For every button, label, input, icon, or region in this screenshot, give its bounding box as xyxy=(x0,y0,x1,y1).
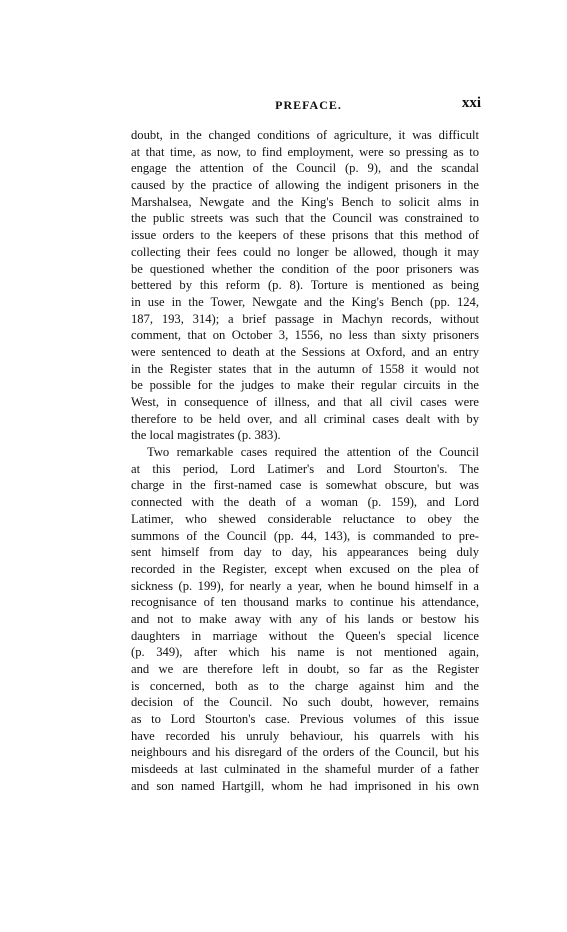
text-line: summons of the Council (pp. 44, 143), is commanded to pre- xyxy=(131,528,479,543)
body-text xyxy=(131,127,479,795)
text-line: comment, that on October 3, 1556, no less than sixty prisoners xyxy=(131,328,479,343)
text-line: the local magistrates (p. 383). xyxy=(131,428,281,443)
text-line: Two remarkable cases required the attention of the Council xyxy=(147,445,479,460)
text-line: daughters in marriage without the Queen's special licence xyxy=(131,628,479,643)
paragraph xyxy=(131,127,479,444)
text-line: doubt, in the changed conditions of agriculture, it was difficult xyxy=(131,128,479,142)
text-line: be possible for the judges to make their regular circuits in the xyxy=(131,378,479,393)
paragraph xyxy=(131,444,479,794)
text-line: in the Register states that in the autumn of 1558 it would not xyxy=(131,361,479,376)
text-line: neighbours and his disregard of the orders of the Council, but his xyxy=(131,745,479,760)
text-line: connected with the death of a woman (p. 159), and Lord xyxy=(131,495,479,510)
text-line: Marshalsea, Newgate and the King's Bench to solicit alms in xyxy=(131,194,479,209)
text-line: in use in the Tower, Newgate and the King's Bench (pp. 124, xyxy=(131,294,479,309)
text-line: and not to make away with any of his lands or bestow his xyxy=(131,611,479,626)
text-line: sickness (p. 199), for nearly a year, when he bound himself in a xyxy=(131,578,479,593)
text-line: (p. 349), after which his name is not mentioned again, xyxy=(131,645,479,660)
text-line: be questioned whether the condition of the poor prisoners was xyxy=(131,261,479,276)
text-line: as to Lord Stourton's case. Previous volumes of this issue xyxy=(131,712,479,727)
text-line: were sentenced to death at the Sessions at Oxford, and an entry xyxy=(131,344,479,359)
text-line: sent himself from day to day, his appearances being duly xyxy=(131,545,479,560)
text-line: collecting their fees could no longer be allowed, though it may xyxy=(131,244,479,259)
text-line: caused by the practice of allowing the indigent prisoners in the xyxy=(131,178,479,193)
text-line: at this period, Lord Latimer's and Lord Stourton's. The xyxy=(131,461,479,476)
text-line: bettered by this reform (p. 8). Torture is mentioned as being xyxy=(131,278,479,293)
text-line: is concerned, both as to the charge against him and the xyxy=(131,678,479,693)
text-line: and son named Hartgill, whom he had imprisoned in his own xyxy=(131,778,479,793)
text-line: issue orders to the keepers of these prisons that this method of xyxy=(131,228,479,243)
text-line: at that time, as now, to find employment, were so pressing as to xyxy=(131,144,479,159)
text-line: 187, 193, 314); a brief passage in Machyn records, without xyxy=(131,311,479,326)
page-number: xxi xyxy=(461,95,481,111)
running-title: PREFACE. xyxy=(275,98,342,112)
text-line: recorded in the Register, except when excused on the plea of xyxy=(131,561,479,576)
text-line: engage the attention of the Council (p. 9), and the scandal xyxy=(131,161,479,176)
text-line: and we are therefore left in doubt, so far as the Register xyxy=(131,662,479,676)
text-line: the public streets was such that the Council was constrained to xyxy=(131,211,479,226)
text-line: recognisance of ten thousand marks to continue his attendance, xyxy=(131,595,479,610)
running-head xyxy=(136,95,481,116)
text-line: misdeeds at last culminated in the shameful murder of a father xyxy=(131,762,479,777)
text-line: therefore to be held over, and all criminal cases dealt with by xyxy=(131,411,479,426)
text-line: charge in the first-named case is somewhat obscure, but was xyxy=(131,478,479,493)
text-line: West, in consequence of illness, and that all civil cases were xyxy=(131,395,479,409)
text-line: have recorded his unruly behaviour, his quarrels with his xyxy=(131,728,479,743)
text-line: Latimer, who shewed considerable reluctance to obey the xyxy=(131,511,479,526)
text-line: decision of the Council. No such doubt, however, remains xyxy=(131,695,479,710)
